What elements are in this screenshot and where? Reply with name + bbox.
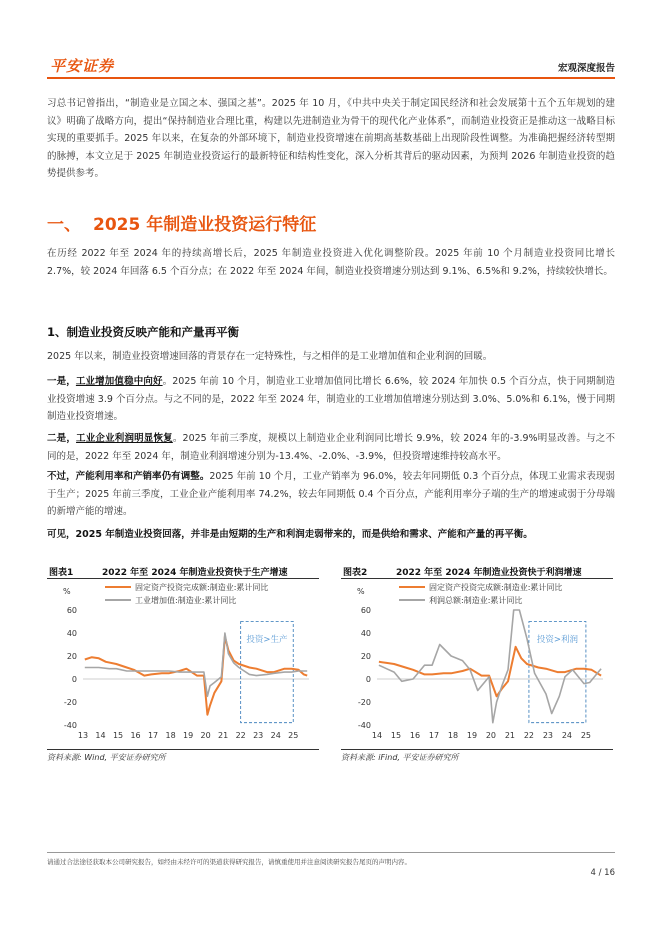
chart-2-title-bar: [341, 563, 613, 579]
y-tick-label: -20: [357, 698, 371, 707]
series-line-2: [379, 610, 601, 723]
y-tick-label: 40: [360, 629, 371, 638]
x-tick-label: 21: [504, 731, 516, 740]
x-tick-label: 21: [218, 731, 229, 740]
x-tick-label: 20: [485, 731, 497, 740]
y-tick-label: -20: [63, 698, 77, 707]
footer-disclaimer: 请通过合法途径获取本公司研究报告，如经由未经许可的渠道获得研究报告，请慎重使用并注意阅读研究报告尾页的声明内容。: [47, 858, 411, 866]
chart-1-plot: [47, 580, 319, 748]
point-text: 。2025 年前 10 个月，制造业工业增加值同比增长 6.6%，较 2024 年加快 0.5 个百分点，快于同期制造业投资增速 3.9 个百分点。与之不同的是，2022 年至 2024 年，制造业的工业增加值增速分别达到 3.0%、5.0%和 6.1%，慢于同期制造业投资增速。: [47, 376, 615, 422]
point-lead: 不过，产能利用率和产销率仍有调整。: [47, 471, 210, 482]
chart-2-plot: [341, 580, 613, 748]
y-tick-label: 20: [360, 652, 371, 661]
chart-2: [341, 563, 613, 765]
section-title: 2025 年制造业投资运行特征: [93, 215, 317, 235]
intro-paragraph: 习总书记曾指出，“制造业是立国之本、强国之基”。2025 年 10 月，《中共中央关于制定国民经济和社会发展第十五个五年规划的建议》明确了战略方向，提出“保持制造业合理比重，构建以先进制造业为骨干的现代化产业体系”，而制造业投资正是推动这一战略目标实现的重要抓手。2025 年以来，在复杂的外部环境下，制造业投资增速在前期高基数基础上出现阶段性调整。为准确把握经济转型期的脉搏，本文立足于 2025 年制造业投资运行的最新特征和结构性变化，深入分析其背后的驱动因素，为预判 2026 年制造业投资的趋势提供参考。: [47, 98, 615, 179]
header-divider: [47, 77, 615, 79]
section-number: 一、: [47, 215, 81, 235]
report-type-label: 宏观深度报告: [557, 63, 615, 74]
x-tick-label: 17: [147, 731, 159, 740]
footer-divider: [47, 852, 615, 853]
x-tick-label: 22: [235, 731, 246, 740]
point-lead: 一是，: [47, 376, 76, 387]
legend-label-2: 工业增加值:制造业:累计同比: [135, 596, 237, 605]
point-lead: 二是，: [47, 433, 77, 444]
x-tick-label: 19: [183, 731, 194, 740]
y-tick-label: 20: [66, 652, 77, 661]
x-tick-label: 22: [523, 731, 535, 740]
conclusion-paragraph: 可见，2025 年制造业投资回落，并非是由短期的生产和利润走弱带来的，而是供给和需求、产能和产量的再平衡。: [47, 529, 533, 540]
subsection-paragraph-3: [47, 430, 615, 465]
chart-1-title-bar: [47, 563, 319, 579]
annotation-label: 投资>利润: [536, 635, 578, 646]
x-tick-label: 13: [77, 731, 89, 740]
x-tick-label: 19: [466, 731, 478, 740]
chart-1: [47, 563, 319, 765]
point-text: 2025 年前 10 个月，工业产销率为 96.0%，较去年同期低 0.3 个百分点，体现工业需求表现弱于生产；2025 年前三季度，工业企业产能利用率 74.2%，较去年同期低 0.4 个百分点，产能利用率分子端的生产的增速或弱于分母端的新增产能的增速。: [47, 471, 615, 517]
page-number: 4 / 16: [590, 868, 615, 878]
subsection-paragraph-2: [47, 373, 615, 426]
legend-label-2: 利润总额:制造业:累计同比: [429, 596, 523, 605]
x-tick-label: 25: [288, 731, 299, 740]
legend-label-1: 固定资产投资完成额:制造业:累计同比: [429, 583, 563, 592]
y-axis-label: %: [63, 587, 71, 596]
chart-2-title: 2022 年至 2024 年制造业投资快于利润增速: [396, 568, 582, 578]
y-tick-label: 0: [71, 675, 77, 684]
y-tick-label: 60: [360, 606, 371, 615]
subsection-paragraph-4: [47, 468, 615, 521]
point-lead-underlined: 工业企业利润明显恢复: [76, 433, 173, 444]
y-tick-label: -40: [63, 721, 77, 730]
y-tick-label: -40: [357, 721, 371, 730]
annotation-label: 投资>生产: [246, 635, 288, 646]
x-tick-label: 18: [165, 731, 176, 740]
x-tick-label: 23: [253, 731, 264, 740]
legend-label-1: 固定资产投资完成额:制造业:累计同比: [135, 583, 269, 592]
y-axis-label: %: [357, 587, 365, 596]
x-tick-label: 24: [561, 731, 573, 740]
x-tick-label: 24: [270, 731, 281, 740]
x-tick-label: 16: [409, 731, 421, 740]
x-tick-label: 25: [580, 731, 592, 740]
series-line-1: [85, 637, 307, 715]
x-tick-label: 15: [390, 731, 402, 740]
company-logo: 平安证券: [50, 57, 115, 75]
x-tick-label: 15: [112, 731, 124, 740]
point-text: 。2025 年前三季度，规模以上制造业企业利润同比增长 9.9%，较 2024 年的-3.9%明显改善。与之不同的是，2022 年至 2024 年，制造业利润增速分别为-13.4%、-2.0%、-3.9%，但投资增速维持较高水平。: [47, 433, 615, 462]
point-lead-underlined: 工业增加值稳中向好: [75, 376, 163, 387]
x-tick-label: 14: [371, 731, 383, 740]
chart-1-title: 2022 年至 2024 年制造业投资快于生产增速: [102, 568, 288, 578]
section-heading: [47, 210, 316, 235]
y-tick-label: 60: [66, 606, 77, 615]
x-tick-label: 23: [542, 731, 554, 740]
y-tick-label: 40: [66, 629, 77, 638]
x-tick-label: 14: [95, 731, 106, 740]
chart-1-source: 资料来源: Wind, 平安证券研究所: [47, 749, 319, 764]
chart-1-tag: 图表1: [49, 568, 74, 578]
x-tick-label: 17: [428, 731, 440, 740]
subsection-paragraph-1: 2025 年以来，制造业投资增速回落的背景存在一定特殊性，与之相伴的是工业增加值和企业利润的回暖。: [47, 351, 493, 362]
x-tick-label: 16: [130, 731, 141, 740]
x-tick-label: 18: [447, 731, 459, 740]
section-paragraph: 在历经 2022 年至 2024 年的持续高增长后，2025 年制造业投资进入优化调整阶段。2025 年前 10 个月制造业投资同比增长 2.7%，较 2024 年回落 6.5 个百分点；在 2022 年至 2024 年间，制造业投资增速分别达到 9.1%、6.5%和 9.2%，持续较快增长。: [47, 248, 615, 277]
chart-2-tag: 图表2: [343, 568, 368, 578]
y-tick-label: 0: [365, 675, 371, 684]
chart-2-source: 资料来源: iFind, 平安证券研究所: [341, 749, 613, 764]
subsection-heading: 1、制造业投资反映产能和产量再平衡: [47, 325, 239, 339]
page-header: [47, 50, 615, 78]
x-tick-label: 20: [200, 731, 211, 740]
